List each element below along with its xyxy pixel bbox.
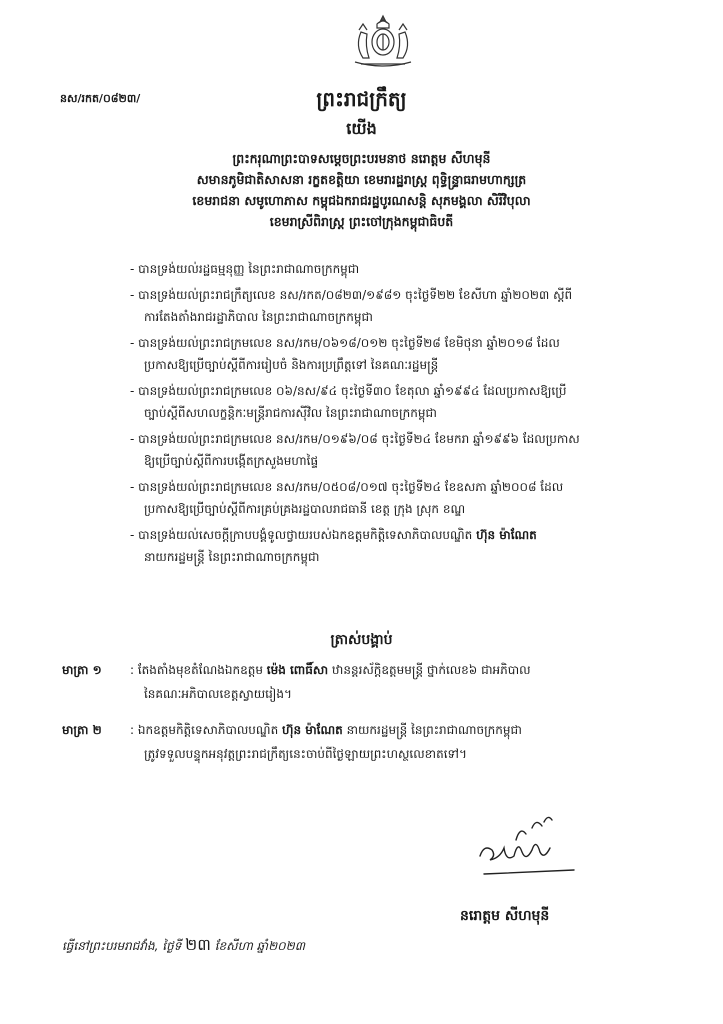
recital-continuation: ការតែងតាំងរាជរដ្ឋាភិបាល នៃព្រះរាជាណាចក្រកម្ពុជា: [144, 310, 373, 324]
article-continuation: នៃគណៈអភិបាលខេត្តស្វាយរៀង។: [144, 687, 292, 701]
article-text: : ឯកឧត្តមកិត្តិទេសាភិបាលបណ្ឌិត: [130, 723, 283, 737]
article-label: មាត្រា ១: [62, 663, 102, 677]
recital-item: [130, 332, 700, 376]
article-text: នាយករដ្ឋមន្ត្រី នៃព្រះរាជាណាចក្រកម្ពុជា: [342, 723, 522, 737]
article-text: : តែងតាំងមុខតំណែងឯកឧត្តម: [130, 663, 267, 677]
recital-text: - បានទ្រង់យល់ព្រះរាជក្រឹត្យលេខ នស/រកត/០៨២៣/១៩៨១ ចុះថ្ងៃទី២២ ខែសីហា ឆ្នាំ២០២៣ ស្តីពី: [130, 288, 573, 302]
place-text: ធ្វើនៅព្រះបរមរាជវាំង, ថ្ងៃទី: [62, 939, 182, 953]
recitals-list: [130, 258, 700, 572]
recital-item: [130, 258, 700, 280]
recital-text: - បានទ្រង់យល់ព្រះរាជក្រមលេខ នស/រកម/០១៩៦/០៨ ចុះថ្ងៃទី២៤ ខែមករា ឆ្នាំ១៩៩៦ ដែលប្រកាស: [130, 432, 580, 446]
recital-item: [130, 284, 700, 328]
article-continuation: ត្រូវទទួលបន្ទុកអនុវត្តព្រះរាជក្រឹត្យនេះចាប់ពីថ្ងៃឡាយព្រះហស្ថលេខាតទៅ។: [144, 747, 467, 761]
month-year-text: ខែសីហា ឆ្នាំ២០២៣: [214, 939, 305, 953]
royal-title-line: សមានភូមិជាតិសាសនា រក្ខតខត្តិយា ខេមរារដ្ឋរាស្ត្រ ពុទ្ធិន្ទ្រាធរាមហាក្សត្រ: [196, 172, 527, 187]
article-text: ឋានន្តរស័ក្តិឧត្តមមន្ត្រី ថ្នាក់លេខ៦ ជាអភិបាល: [328, 663, 531, 677]
recital-text: - បានទ្រង់យល់រដ្ឋធម្មនុញ្ញ នៃព្រះរាជាណាចក្រកម្ពុជា: [130, 262, 360, 276]
article-1: [62, 658, 702, 706]
recital-item: [130, 380, 700, 424]
decree-title: ព្រះរាជក្រឹត្យ: [316, 87, 407, 111]
recital-continuation: ប្រកាសឱ្យប្រើច្បាប់ស្តីពីការរៀបចំ និងការប្រព្រឹត្តទៅ នៃគណៈរដ្ឋមន្ត្រី: [144, 358, 439, 372]
royal-title-block: [0, 148, 723, 232]
royal-title-line: ខេមរាជនា សមូហោភាស កម្ពុជឯករាជរដ្ឋបូរណសន្តិ សុភមង្គលា សិរីវិបុលា: [192, 193, 531, 208]
recital-text: - បានទ្រង់យល់ព្រះរាជក្រមលេខ នស/រកម/០៥០៨/០១៧ ចុះថ្ងៃទី២៤ ខែឧសភា ឆ្នាំ២០០៨ ដែល: [130, 480, 564, 494]
handwritten-signature: [470, 800, 580, 890]
recital-item: [130, 476, 700, 520]
article-label: មាត្រា ២: [62, 723, 102, 737]
recital-continuation: ឱ្យប្រើច្បាប់ស្តីពីការបង្កើតក្រសួងមហាផ្ទៃ: [144, 454, 319, 468]
article-line: [62, 658, 702, 682]
recital-text-start: - បានទ្រង់យល់សេចក្តីក្រាបបង្គំទូលថ្វាយរបស់ឯកឧត្តមកិត្តិទេសាភិបាលបណ្ឌិត: [130, 528, 477, 542]
decree-subtitle: យើង: [346, 119, 377, 138]
royal-title-line: ព្រះករុណាព្រះបាទសម្តេចព្រះបរមនាថ នរោត្តម សីហមុនី: [232, 151, 491, 166]
appointee-name: ម៉េង ពោធិ៍សា: [266, 663, 329, 677]
article-line: [62, 718, 702, 742]
signer-name: នរោត្តម សីហមុនី: [460, 908, 550, 924]
recital-text: - បានទ្រង់យល់ព្រះរាជក្រមលេខ នស/រកម/០៦១៨/០១២ ចុះថ្ងៃទី២៨ ខែមិថុនា ឆ្នាំ២០១៨ ដែល: [130, 336, 560, 350]
prime-minister-name: ហ៊ុន ម៉ាណែត: [282, 723, 343, 737]
handwritten-day: ២៣: [185, 935, 211, 954]
recital-continuation: ប្រកាសឱ្យប្រើច្បាប់ស្តីពីការគ្រប់គ្រងរដ្ឋបាលរាជធានី ខេត្ត ក្រុង ស្រុក ខណ្ឌ: [144, 502, 466, 516]
recital-item: [130, 524, 700, 568]
recital-continuation: ច្បាប់ស្តីពីសហលក្ខន្តិកៈមន្ត្រីរាជការស៊ីវិល នៃព្រះរាជាណាចក្រកម្ពុជា: [144, 406, 437, 420]
reference-number: នស/រកត/០៨២៣/: [60, 92, 141, 105]
article-2: [62, 718, 702, 766]
recital-text: [130, 524, 700, 546]
recital-item: [130, 428, 700, 472]
place-date-line: [62, 934, 305, 958]
royal-emblem-icon: [343, 12, 423, 72]
recital-continuation: នាយករដ្ឋមន្ត្រី នៃព្រះរាជាណាចក្រកម្ពុជា: [144, 550, 320, 564]
royal-title-line: ខេមរាស្រីពិរាស្ត្រ ព្រះចៅក្រុងកម្ពុជាធិបតី: [269, 214, 454, 229]
decision-heading: ត្រាស់បង្គាប់: [330, 632, 393, 648]
recital-text: - បានទ្រង់យល់ព្រះរាជក្រមលេខ ០៦/នស/៩៤ ចុះថ្ងៃទី៣០ ខែតុលា ឆ្នាំ១៩៩៤ ដែលប្រកាសឱ្យប្រើ: [130, 384, 567, 398]
prime-minister-name: ហ៊ុន ម៉ាណែត: [476, 528, 537, 542]
